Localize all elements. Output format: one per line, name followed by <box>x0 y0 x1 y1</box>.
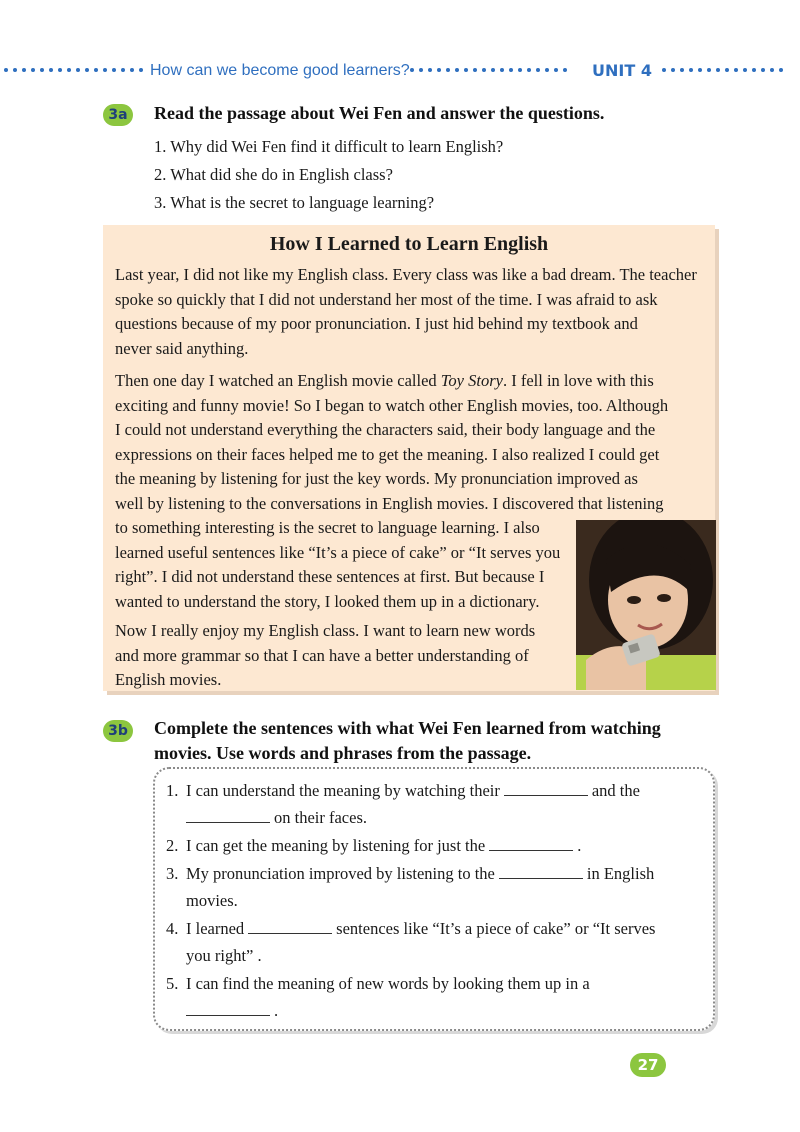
dot-icon <box>770 68 774 72</box>
item-text: . <box>274 1001 279 1020</box>
item-text: sentences like “It’s a piece of cake” or “It serves <box>336 919 656 938</box>
passage-line: I could not understand everything the characters said, their body language and the <box>115 420 656 439</box>
dot-icon <box>563 68 567 72</box>
exercise-item-5 <box>166 970 590 998</box>
passage-line: and more grammar so that I can have a better understanding of <box>115 645 529 665</box>
exercise-item-4-continued: you right” . <box>186 946 262 965</box>
passage-line: to something interesting is the secret to language learning. I also <box>115 518 540 537</box>
dot-icon <box>473 68 477 72</box>
dot-icon <box>464 68 468 72</box>
dot-icon <box>455 68 459 72</box>
exercise-item-1 <box>166 777 640 805</box>
dot-icon <box>103 68 107 72</box>
header-dots-right <box>662 68 788 74</box>
exercise-item-3-continued: movies. <box>186 891 238 910</box>
passage-line: never said anything. <box>115 338 249 358</box>
answer-blank[interactable] <box>489 836 573 851</box>
answer-blank[interactable] <box>186 1001 270 1016</box>
dot-icon <box>554 68 558 72</box>
dot-icon <box>752 68 756 72</box>
item-number: 3. <box>166 864 179 883</box>
passage-text: Then one day I watched an English movie called <box>115 371 441 390</box>
dot-icon <box>716 68 720 72</box>
dot-icon <box>527 68 531 72</box>
dot-icon <box>139 68 143 72</box>
dot-icon <box>689 68 693 72</box>
header-dots-middle <box>410 68 572 74</box>
dot-icon <box>707 68 711 72</box>
dot-icon <box>85 68 89 72</box>
item-number: 4. <box>166 919 179 938</box>
question-item: 2. What did she do in English class? <box>154 165 393 184</box>
dot-icon <box>130 68 134 72</box>
dot-icon <box>545 68 549 72</box>
passage-line: questions because of my poor pronunciation. I just hid behind my textbook and <box>115 314 638 333</box>
movie-title: Toy Story <box>440 371 503 390</box>
question-item: 3. What is the secret to language learning? <box>154 193 435 212</box>
unit-label: UNIT 4 <box>592 61 652 80</box>
passage-line <box>115 369 707 394</box>
dot-icon <box>743 68 747 72</box>
passage-paragraph-3 <box>115 619 585 693</box>
dot-icon <box>58 68 62 72</box>
dot-icon <box>31 68 35 72</box>
girl-photo <box>576 520 716 690</box>
item-text: I can understand the meaning by watching their <box>186 781 500 800</box>
item-text: on their faces. <box>274 808 367 827</box>
answer-blank[interactable] <box>499 864 583 879</box>
dot-icon <box>121 68 125 72</box>
dot-icon <box>671 68 675 72</box>
section-3a-instruction: Read the passage about Wei Fen and answer the questions. <box>154 103 605 123</box>
dot-icon <box>410 68 414 72</box>
answer-blank[interactable] <box>186 808 270 823</box>
passage-text: . I fell in love with this <box>502 371 654 390</box>
answer-blank[interactable] <box>248 919 332 934</box>
exercise-item-5-continued <box>186 997 278 1025</box>
dot-icon <box>437 68 441 72</box>
dot-icon <box>779 68 783 72</box>
item-text: I learned <box>186 919 245 938</box>
dot-icon <box>112 68 116 72</box>
passage-line: right”. I did not understand these sentences at first. But because I <box>115 567 545 586</box>
item-number: 1. <box>166 781 179 800</box>
dot-icon <box>67 68 71 72</box>
dot-icon <box>761 68 765 72</box>
passage-title: How I Learned to Learn English <box>269 233 549 255</box>
dot-icon <box>76 68 80 72</box>
answer-blank[interactable] <box>504 781 588 796</box>
passage-line: English movies. <box>115 670 222 689</box>
passage-line: Now I really enjoy my English class. I want to learn new words <box>115 621 536 640</box>
exercise-item-4 <box>166 915 655 943</box>
page-number: 27 <box>630 1053 666 1077</box>
dot-icon <box>94 68 98 72</box>
passage-line: wanted to understand the story, I looked them up in a dictionary. <box>115 591 540 611</box>
instruction-line: Complete the sentences with what Wei Fen learned from watching <box>154 718 661 738</box>
passage-paragraph-1 <box>115 263 707 361</box>
item-number: 5. <box>166 974 179 993</box>
passage-line: Last year, I did not like my English class. Every class was like a bad dream. The teacher <box>115 265 697 284</box>
header-title: How can we become good learners? <box>150 62 410 79</box>
dot-icon <box>482 68 486 72</box>
passage-line: the meaning by listening for just the key words. My pronunciation improved as <box>115 469 638 488</box>
dot-icon <box>13 68 17 72</box>
section-badge-3b: 3b <box>103 720 133 742</box>
dot-icon <box>698 68 702 72</box>
item-text: . <box>577 836 582 855</box>
dot-icon <box>725 68 729 72</box>
exercise-item-3 <box>166 860 654 888</box>
passage-line: expressions on their faces helped me to get the meaning. I also realized I could get <box>115 444 660 464</box>
dot-icon <box>491 68 495 72</box>
dot-icon <box>4 68 8 72</box>
section-3b-instruction <box>154 716 661 766</box>
item-text: and the <box>591 781 640 800</box>
dot-icon <box>446 68 450 72</box>
item-number: 2. <box>166 836 179 855</box>
exercise-item-1-continued <box>186 804 367 832</box>
dot-icon <box>536 68 540 72</box>
page-header <box>0 60 800 86</box>
item-text: I can find the meaning of new words by looking them up in a <box>186 974 590 993</box>
exercise-item-2 <box>166 832 581 860</box>
dot-icon <box>40 68 44 72</box>
section-badge-3a: 3a <box>103 104 133 126</box>
dot-icon <box>734 68 738 72</box>
dot-icon <box>22 68 26 72</box>
passage-line: exciting and funny movie! So I began to watch other English movies, too. Although <box>115 395 669 415</box>
passage-line: well by listening to the conversations in English movies. I discovered that listening <box>115 493 664 513</box>
dot-icon <box>49 68 53 72</box>
passage-line: learned useful sentences like “It’s a piece of cake” or “It serves you <box>115 542 561 562</box>
header-dots-left <box>4 68 148 74</box>
dot-icon <box>518 68 522 72</box>
dot-icon <box>662 68 666 72</box>
passage-line: spoke so quickly that I did not understand her most of the time. I was afraid to ask <box>115 289 658 309</box>
item-text: I can get the meaning by listening for just the <box>186 836 486 855</box>
dot-icon <box>500 68 504 72</box>
dot-icon <box>428 68 432 72</box>
dot-icon <box>419 68 423 72</box>
dot-icon <box>680 68 684 72</box>
question-item: 1. Why did Wei Fen find it difficult to learn English? <box>154 137 504 156</box>
dot-icon <box>509 68 513 72</box>
question-list <box>154 133 503 217</box>
instruction-line: movies. Use words and phrases from the passage. <box>154 743 532 763</box>
item-text: in English <box>586 864 655 883</box>
item-text: My pronunciation improved by listening to the <box>186 864 495 883</box>
